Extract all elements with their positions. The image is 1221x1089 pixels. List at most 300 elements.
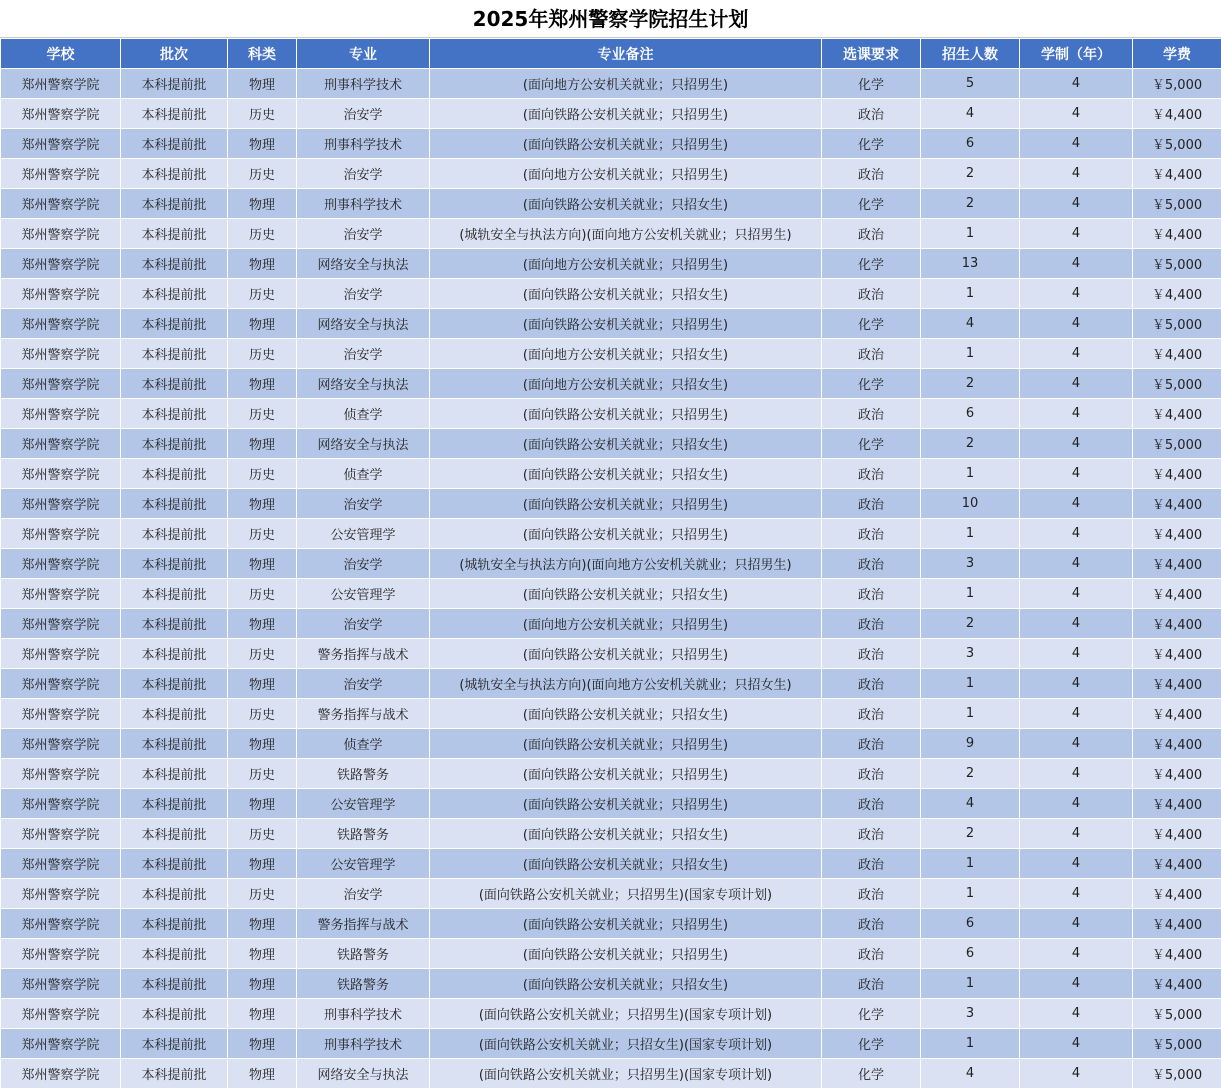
table-cell: 治安学 <box>297 99 430 129</box>
table-cell: 化学 <box>822 249 921 279</box>
table-cell: 1 <box>921 969 1020 999</box>
table-cell: 郑州警察学院 <box>1 279 121 309</box>
table-cell: 政治 <box>822 159 921 189</box>
table-cell: ￥4,400 <box>1133 339 1221 369</box>
table-cell: ￥4,400 <box>1133 909 1221 939</box>
table-cell: 4 <box>1020 309 1133 339</box>
table-cell: 物理 <box>228 489 297 519</box>
table-cell: 1 <box>921 669 1020 699</box>
table-cell: (面向铁路公安机关就业；只招女生) <box>430 969 822 999</box>
table-cell: 郑州警察学院 <box>1 969 121 999</box>
table-cell: 公安管理学 <box>297 579 430 609</box>
table-cell: ￥5,000 <box>1133 369 1221 399</box>
table-cell: 化学 <box>822 69 921 99</box>
table-cell: ￥4,400 <box>1133 459 1221 489</box>
table-cell: 政治 <box>822 729 921 759</box>
table-cell: (面向铁路公安机关就业；只招女生) <box>430 849 822 879</box>
table-cell: 郑州警察学院 <box>1 759 121 789</box>
table-cell: 政治 <box>822 789 921 819</box>
table-cell: 本科提前批 <box>121 549 228 579</box>
table-row <box>1 339 1221 369</box>
table-cell: 物理 <box>228 249 297 279</box>
table-cell: 历史 <box>228 579 297 609</box>
table-cell: 政治 <box>822 909 921 939</box>
table-row <box>1 609 1221 639</box>
table-cell: 6 <box>921 129 1020 159</box>
table-cell: 郑州警察学院 <box>1 849 121 879</box>
table-cell: 3 <box>921 549 1020 579</box>
table-cell: 4 <box>1020 849 1133 879</box>
table-cell: 政治 <box>822 639 921 669</box>
table-cell: 治安学 <box>297 669 430 699</box>
table-cell: 1 <box>921 849 1020 879</box>
table-cell: 网络安全与执法 <box>297 249 430 279</box>
table-cell: 政治 <box>822 519 921 549</box>
table-cell: 网络安全与执法 <box>297 1059 430 1089</box>
table-cell: 治安学 <box>297 279 430 309</box>
table-cell: 网络安全与执法 <box>297 429 430 459</box>
table-cell: 物理 <box>228 69 297 99</box>
table-cell: 本科提前批 <box>121 219 228 249</box>
table-row <box>1 249 1221 279</box>
table-cell: 治安学 <box>297 549 430 579</box>
table-cell: 本科提前批 <box>121 609 228 639</box>
table-cell: 1 <box>921 699 1020 729</box>
table-cell: 郑州警察学院 <box>1 129 121 159</box>
table-cell: 历史 <box>228 459 297 489</box>
table-cell: 1 <box>921 279 1020 309</box>
table-row <box>1 489 1221 519</box>
table-cell: 本科提前批 <box>121 819 228 849</box>
table-cell: 本科提前批 <box>121 639 228 669</box>
table-row <box>1 129 1221 159</box>
table-cell: 2 <box>921 369 1020 399</box>
table-cell: 郑州警察学院 <box>1 669 121 699</box>
table-row <box>1 309 1221 339</box>
table-cell: 历史 <box>228 699 297 729</box>
table-cell: 治安学 <box>297 879 430 909</box>
table-cell: 物理 <box>228 999 297 1029</box>
table-row <box>1 999 1221 1029</box>
table-cell: 10 <box>921 489 1020 519</box>
table-row <box>1 279 1221 309</box>
column-header: 学费 <box>1133 39 1221 69</box>
table-cell: 刑事科学技术 <box>297 189 430 219</box>
table-cell: 警务指挥与战术 <box>297 909 430 939</box>
table-cell: 公安管理学 <box>297 789 430 819</box>
table-cell: 4 <box>1020 939 1133 969</box>
table-cell: 本科提前批 <box>121 879 228 909</box>
table-cell: ￥5,000 <box>1133 249 1221 279</box>
table-cell: ￥4,400 <box>1133 759 1221 789</box>
table-row <box>1 219 1221 249</box>
page-title: 2025年郑州警察学院招生计划 <box>0 0 1221 38</box>
table-cell: 郑州警察学院 <box>1 999 121 1029</box>
table-cell: 郑州警察学院 <box>1 879 121 909</box>
table-row <box>1 189 1221 219</box>
table-cell: 本科提前批 <box>121 1059 228 1089</box>
table-cell: 刑事科学技术 <box>297 1029 430 1059</box>
table-cell: 物理 <box>228 609 297 639</box>
table-cell: 历史 <box>228 519 297 549</box>
table-cell: 侦查学 <box>297 729 430 759</box>
table-cell: 4 <box>1020 219 1133 249</box>
column-header: 学制（年） <box>1020 39 1133 69</box>
table-cell: 1 <box>921 339 1020 369</box>
table-cell: 物理 <box>228 429 297 459</box>
table-cell: 本科提前批 <box>121 669 228 699</box>
table-cell: 4 <box>1020 369 1133 399</box>
table-cell: 物理 <box>228 729 297 759</box>
table-cell: 4 <box>1020 249 1133 279</box>
table-cell: (面向铁路公安机关就业；只招男生)(国家专项计划) <box>430 1059 822 1089</box>
table-cell: 侦查学 <box>297 459 430 489</box>
table-row <box>1 369 1221 399</box>
table-cell: (城轨安全与执法方向)(面向地方公安机关就业；只招男生) <box>430 219 822 249</box>
table-cell: 本科提前批 <box>121 249 228 279</box>
table-cell: 13 <box>921 249 1020 279</box>
table-cell: 本科提前批 <box>121 129 228 159</box>
table-row <box>1 99 1221 129</box>
table-cell: 刑事科学技术 <box>297 69 430 99</box>
table-cell: ￥4,400 <box>1133 699 1221 729</box>
table-cell: 郑州警察学院 <box>1 579 121 609</box>
table-cell: 4 <box>1020 339 1133 369</box>
table-cell: 铁路警务 <box>297 969 430 999</box>
table-cell: 化学 <box>822 369 921 399</box>
table-cell: 4 <box>921 309 1020 339</box>
table-cell: 4 <box>1020 969 1133 999</box>
table-cell: 本科提前批 <box>121 189 228 219</box>
table-row <box>1 639 1221 669</box>
table-cell: 4 <box>1020 1029 1133 1059</box>
table-cell: 4 <box>1020 789 1133 819</box>
table-cell: ￥4,400 <box>1133 669 1221 699</box>
table-cell: 物理 <box>228 969 297 999</box>
table-row <box>1 759 1221 789</box>
table-cell: 3 <box>921 999 1020 1029</box>
table-cell: ￥4,400 <box>1133 219 1221 249</box>
column-header: 招生人数 <box>921 39 1020 69</box>
table-cell: (面向铁路公安机关就业；只招男生) <box>430 489 822 519</box>
table-cell: 郑州警察学院 <box>1 309 121 339</box>
table-cell: 6 <box>921 399 1020 429</box>
table-cell: ￥5,000 <box>1133 69 1221 99</box>
table-cell: 4 <box>1020 609 1133 639</box>
table-cell: 郑州警察学院 <box>1 429 121 459</box>
table-cell: 郑州警察学院 <box>1 339 121 369</box>
table-cell: 郑州警察学院 <box>1 249 121 279</box>
table-row <box>1 549 1221 579</box>
table-row <box>1 729 1221 759</box>
table-cell: 政治 <box>822 339 921 369</box>
table-cell: 郑州警察学院 <box>1 639 121 669</box>
table-cell: 政治 <box>822 489 921 519</box>
table-cell: 本科提前批 <box>121 759 228 789</box>
table-cell: 历史 <box>228 159 297 189</box>
table-cell: 1 <box>921 579 1020 609</box>
table-cell: ￥4,400 <box>1133 729 1221 759</box>
table-cell: 本科提前批 <box>121 279 228 309</box>
table-row <box>1 909 1221 939</box>
table-cell: 郑州警察学院 <box>1 69 121 99</box>
table-cell: ￥5,000 <box>1133 1029 1221 1059</box>
table-cell: 4 <box>1020 639 1133 669</box>
table-cell: ￥5,000 <box>1133 1059 1221 1089</box>
table-cell: 物理 <box>228 669 297 699</box>
table-cell: 2 <box>921 759 1020 789</box>
table-cell: (面向铁路公安机关就业；只招女生) <box>430 429 822 459</box>
table-cell: ￥4,400 <box>1133 639 1221 669</box>
table-cell: 化学 <box>822 1029 921 1059</box>
table-cell: (面向铁路公安机关就业；只招男生) <box>430 729 822 759</box>
table-cell: 刑事科学技术 <box>297 129 430 159</box>
header-row <box>1 39 1221 69</box>
table-cell: 物理 <box>228 1029 297 1059</box>
table-cell: (面向地方公安机关就业；只招女生) <box>430 369 822 399</box>
table-row <box>1 159 1221 189</box>
table-cell: 历史 <box>228 99 297 129</box>
table-cell: 网络安全与执法 <box>297 309 430 339</box>
table-cell: 历史 <box>228 339 297 369</box>
table-cell: (面向铁路公安机关就业；只招男生) <box>430 309 822 339</box>
table-cell: 5 <box>921 69 1020 99</box>
table-cell: 物理 <box>228 129 297 159</box>
table-cell: 6 <box>921 909 1020 939</box>
table-cell: 本科提前批 <box>121 939 228 969</box>
table-cell: 本科提前批 <box>121 969 228 999</box>
table-cell: 政治 <box>822 279 921 309</box>
table-cell: 历史 <box>228 879 297 909</box>
table-cell: 郑州警察学院 <box>1 1059 121 1089</box>
table-cell: ￥4,400 <box>1133 789 1221 819</box>
table-cell: 历史 <box>228 279 297 309</box>
table-row <box>1 819 1221 849</box>
table-cell: 4 <box>1020 99 1133 129</box>
table-cell: 网络安全与执法 <box>297 369 430 399</box>
table-cell: 本科提前批 <box>121 339 228 369</box>
table-cell: 政治 <box>822 549 921 579</box>
table-cell: 郑州警察学院 <box>1 819 121 849</box>
table-row <box>1 699 1221 729</box>
table-cell: 4 <box>1020 549 1133 579</box>
table-cell: 郑州警察学院 <box>1 909 121 939</box>
table-cell: 4 <box>1020 579 1133 609</box>
table-cell: 4 <box>1020 699 1133 729</box>
table-row <box>1 1029 1221 1059</box>
table-cell: 1 <box>921 219 1020 249</box>
table-row <box>1 399 1221 429</box>
table-cell: 物理 <box>228 309 297 339</box>
table-cell: ￥4,400 <box>1133 969 1221 999</box>
table-cell: ￥5,000 <box>1133 999 1221 1029</box>
table-cell: ￥4,400 <box>1133 279 1221 309</box>
column-header: 批次 <box>121 39 228 69</box>
table-cell: 政治 <box>822 879 921 909</box>
table-cell: 4 <box>1020 429 1133 459</box>
table-row <box>1 579 1221 609</box>
table-cell: 警务指挥与战术 <box>297 699 430 729</box>
table-row <box>1 939 1221 969</box>
table-cell: 本科提前批 <box>121 999 228 1029</box>
table-cell: 治安学 <box>297 609 430 639</box>
table-cell: 政治 <box>822 699 921 729</box>
table-cell: 1 <box>921 1029 1020 1059</box>
table-cell: 1 <box>921 879 1020 909</box>
table-cell: 治安学 <box>297 489 430 519</box>
table-cell: (面向地方公安机关就业；只招男生) <box>430 609 822 639</box>
table-cell: 政治 <box>822 219 921 249</box>
table-cell: 物理 <box>228 849 297 879</box>
table-cell: 2 <box>921 429 1020 459</box>
table-cell: 郑州警察学院 <box>1 549 121 579</box>
table-cell: 郑州警察学院 <box>1 369 121 399</box>
table-cell: ￥4,400 <box>1133 489 1221 519</box>
column-header: 专业备注 <box>430 39 822 69</box>
table-cell: (面向铁路公安机关就业；只招女生) <box>430 279 822 309</box>
table-cell: 公安管理学 <box>297 519 430 549</box>
table-cell: 郑州警察学院 <box>1 939 121 969</box>
table-row <box>1 669 1221 699</box>
table-cell: 6 <box>921 939 1020 969</box>
table-cell: 政治 <box>822 609 921 639</box>
table-cell: 侦查学 <box>297 399 430 429</box>
table-cell: 2 <box>921 819 1020 849</box>
table-cell: 4 <box>1020 189 1133 219</box>
table-cell: 4 <box>1020 879 1133 909</box>
table-cell: 物理 <box>228 789 297 819</box>
table-cell: (面向铁路公安机关就业；只招男生) <box>430 759 822 789</box>
table-cell: 郑州警察学院 <box>1 699 121 729</box>
table-cell: (面向铁路公安机关就业；只招女生)(国家专项计划) <box>430 1029 822 1059</box>
table-cell: ￥5,000 <box>1133 309 1221 339</box>
table-cell: 化学 <box>822 309 921 339</box>
table-cell: 3 <box>921 639 1020 669</box>
table-cell: (面向地方公安机关就业；只招男生) <box>430 69 822 99</box>
table-cell: 治安学 <box>297 159 430 189</box>
table-cell: 化学 <box>822 429 921 459</box>
table-cell: (面向铁路公安机关就业；只招男生)(国家专项计划) <box>430 879 822 909</box>
table-cell: 4 <box>1020 459 1133 489</box>
table-cell: 物理 <box>228 909 297 939</box>
table-cell: 本科提前批 <box>121 429 228 459</box>
table-cell: 铁路警务 <box>297 939 430 969</box>
table-cell: 4 <box>1020 279 1133 309</box>
table-cell: 本科提前批 <box>121 729 228 759</box>
column-header: 学校 <box>1 39 121 69</box>
table-cell: 本科提前批 <box>121 579 228 609</box>
table-cell: 政治 <box>822 939 921 969</box>
table-cell: 4 <box>1020 159 1133 189</box>
table-cell: 铁路警务 <box>297 759 430 789</box>
table-cell: 政治 <box>822 849 921 879</box>
table-cell: 4 <box>921 1059 1020 1089</box>
table-cell: ￥4,400 <box>1133 579 1221 609</box>
table-cell: 本科提前批 <box>121 399 228 429</box>
table-cell: 本科提前批 <box>121 699 228 729</box>
table-cell: 政治 <box>822 459 921 489</box>
table-cell: 4 <box>1020 759 1133 789</box>
table-cell: ￥5,000 <box>1133 189 1221 219</box>
table-cell: 本科提前批 <box>121 849 228 879</box>
table-cell: 政治 <box>822 759 921 789</box>
table-cell: 化学 <box>822 189 921 219</box>
table-cell: 历史 <box>228 759 297 789</box>
table-cell: ￥4,400 <box>1133 399 1221 429</box>
table-row <box>1 429 1221 459</box>
table-cell: 政治 <box>822 669 921 699</box>
table-cell: ￥5,000 <box>1133 429 1221 459</box>
table-row <box>1 459 1221 489</box>
table-cell: 4 <box>1020 669 1133 699</box>
table-cell: (面向地方公安机关就业；只招男生) <box>430 159 822 189</box>
table-row <box>1 879 1221 909</box>
table-cell: 4 <box>1020 999 1133 1029</box>
table-cell: 本科提前批 <box>121 159 228 189</box>
table-cell: 本科提前批 <box>121 909 228 939</box>
table-cell: 物理 <box>228 189 297 219</box>
table-cell: 本科提前批 <box>121 459 228 489</box>
table-cell: 公安管理学 <box>297 849 430 879</box>
table-cell: 郑州警察学院 <box>1 459 121 489</box>
table-cell: (面向铁路公安机关就业；只招男生) <box>430 909 822 939</box>
table-cell: ￥4,400 <box>1133 99 1221 129</box>
table-cell: 2 <box>921 609 1020 639</box>
column-header: 专业 <box>297 39 430 69</box>
table-cell: 历史 <box>228 399 297 429</box>
table-cell: ￥5,000 <box>1133 129 1221 159</box>
table-cell: 郑州警察学院 <box>1 219 121 249</box>
table-cell: 郑州警察学院 <box>1 189 121 219</box>
table-cell: (面向地方公安机关就业；只招女生) <box>430 339 822 369</box>
table-cell: 化学 <box>822 999 921 1029</box>
table-cell: 本科提前批 <box>121 309 228 339</box>
table-cell: 郑州警察学院 <box>1 789 121 819</box>
table-cell: ￥4,400 <box>1133 879 1221 909</box>
table-cell: 治安学 <box>297 339 430 369</box>
table-cell: ￥4,400 <box>1133 849 1221 879</box>
table-cell: 历史 <box>228 219 297 249</box>
table-cell: 郑州警察学院 <box>1 489 121 519</box>
table-cell: 物理 <box>228 939 297 969</box>
table-cell: (城轨安全与执法方向)(面向地方公安机关就业；只招女生) <box>430 669 822 699</box>
table-cell: 4 <box>921 99 1020 129</box>
table-cell: (面向铁路公安机关就业；只招女生) <box>430 189 822 219</box>
table-cell: 刑事科学技术 <box>297 999 430 1029</box>
table-cell: (面向铁路公安机关就业；只招男生) <box>430 939 822 969</box>
table-body <box>1 69 1221 1089</box>
table-header <box>1 39 1221 69</box>
table-cell: ￥4,400 <box>1133 609 1221 639</box>
table-cell: 政治 <box>822 969 921 999</box>
table-cell: ￥4,400 <box>1133 549 1221 579</box>
table-cell: 本科提前批 <box>121 789 228 819</box>
table-cell: 物理 <box>228 549 297 579</box>
table-cell: 2 <box>921 159 1020 189</box>
table-cell: 郑州警察学院 <box>1 159 121 189</box>
table-row <box>1 1059 1221 1089</box>
table-cell: 4 <box>1020 819 1133 849</box>
table-cell: (面向铁路公安机关就业；只招女生) <box>430 819 822 849</box>
table-cell: 4 <box>1020 489 1133 519</box>
table-cell: 1 <box>921 459 1020 489</box>
table-cell: 4 <box>1020 729 1133 759</box>
table-cell: (面向铁路公安机关就业；只招男生) <box>430 99 822 129</box>
table-cell: 本科提前批 <box>121 69 228 99</box>
table-cell: 化学 <box>822 1059 921 1089</box>
table-cell: 4 <box>1020 129 1133 159</box>
table-cell: 郑州警察学院 <box>1 1029 121 1059</box>
